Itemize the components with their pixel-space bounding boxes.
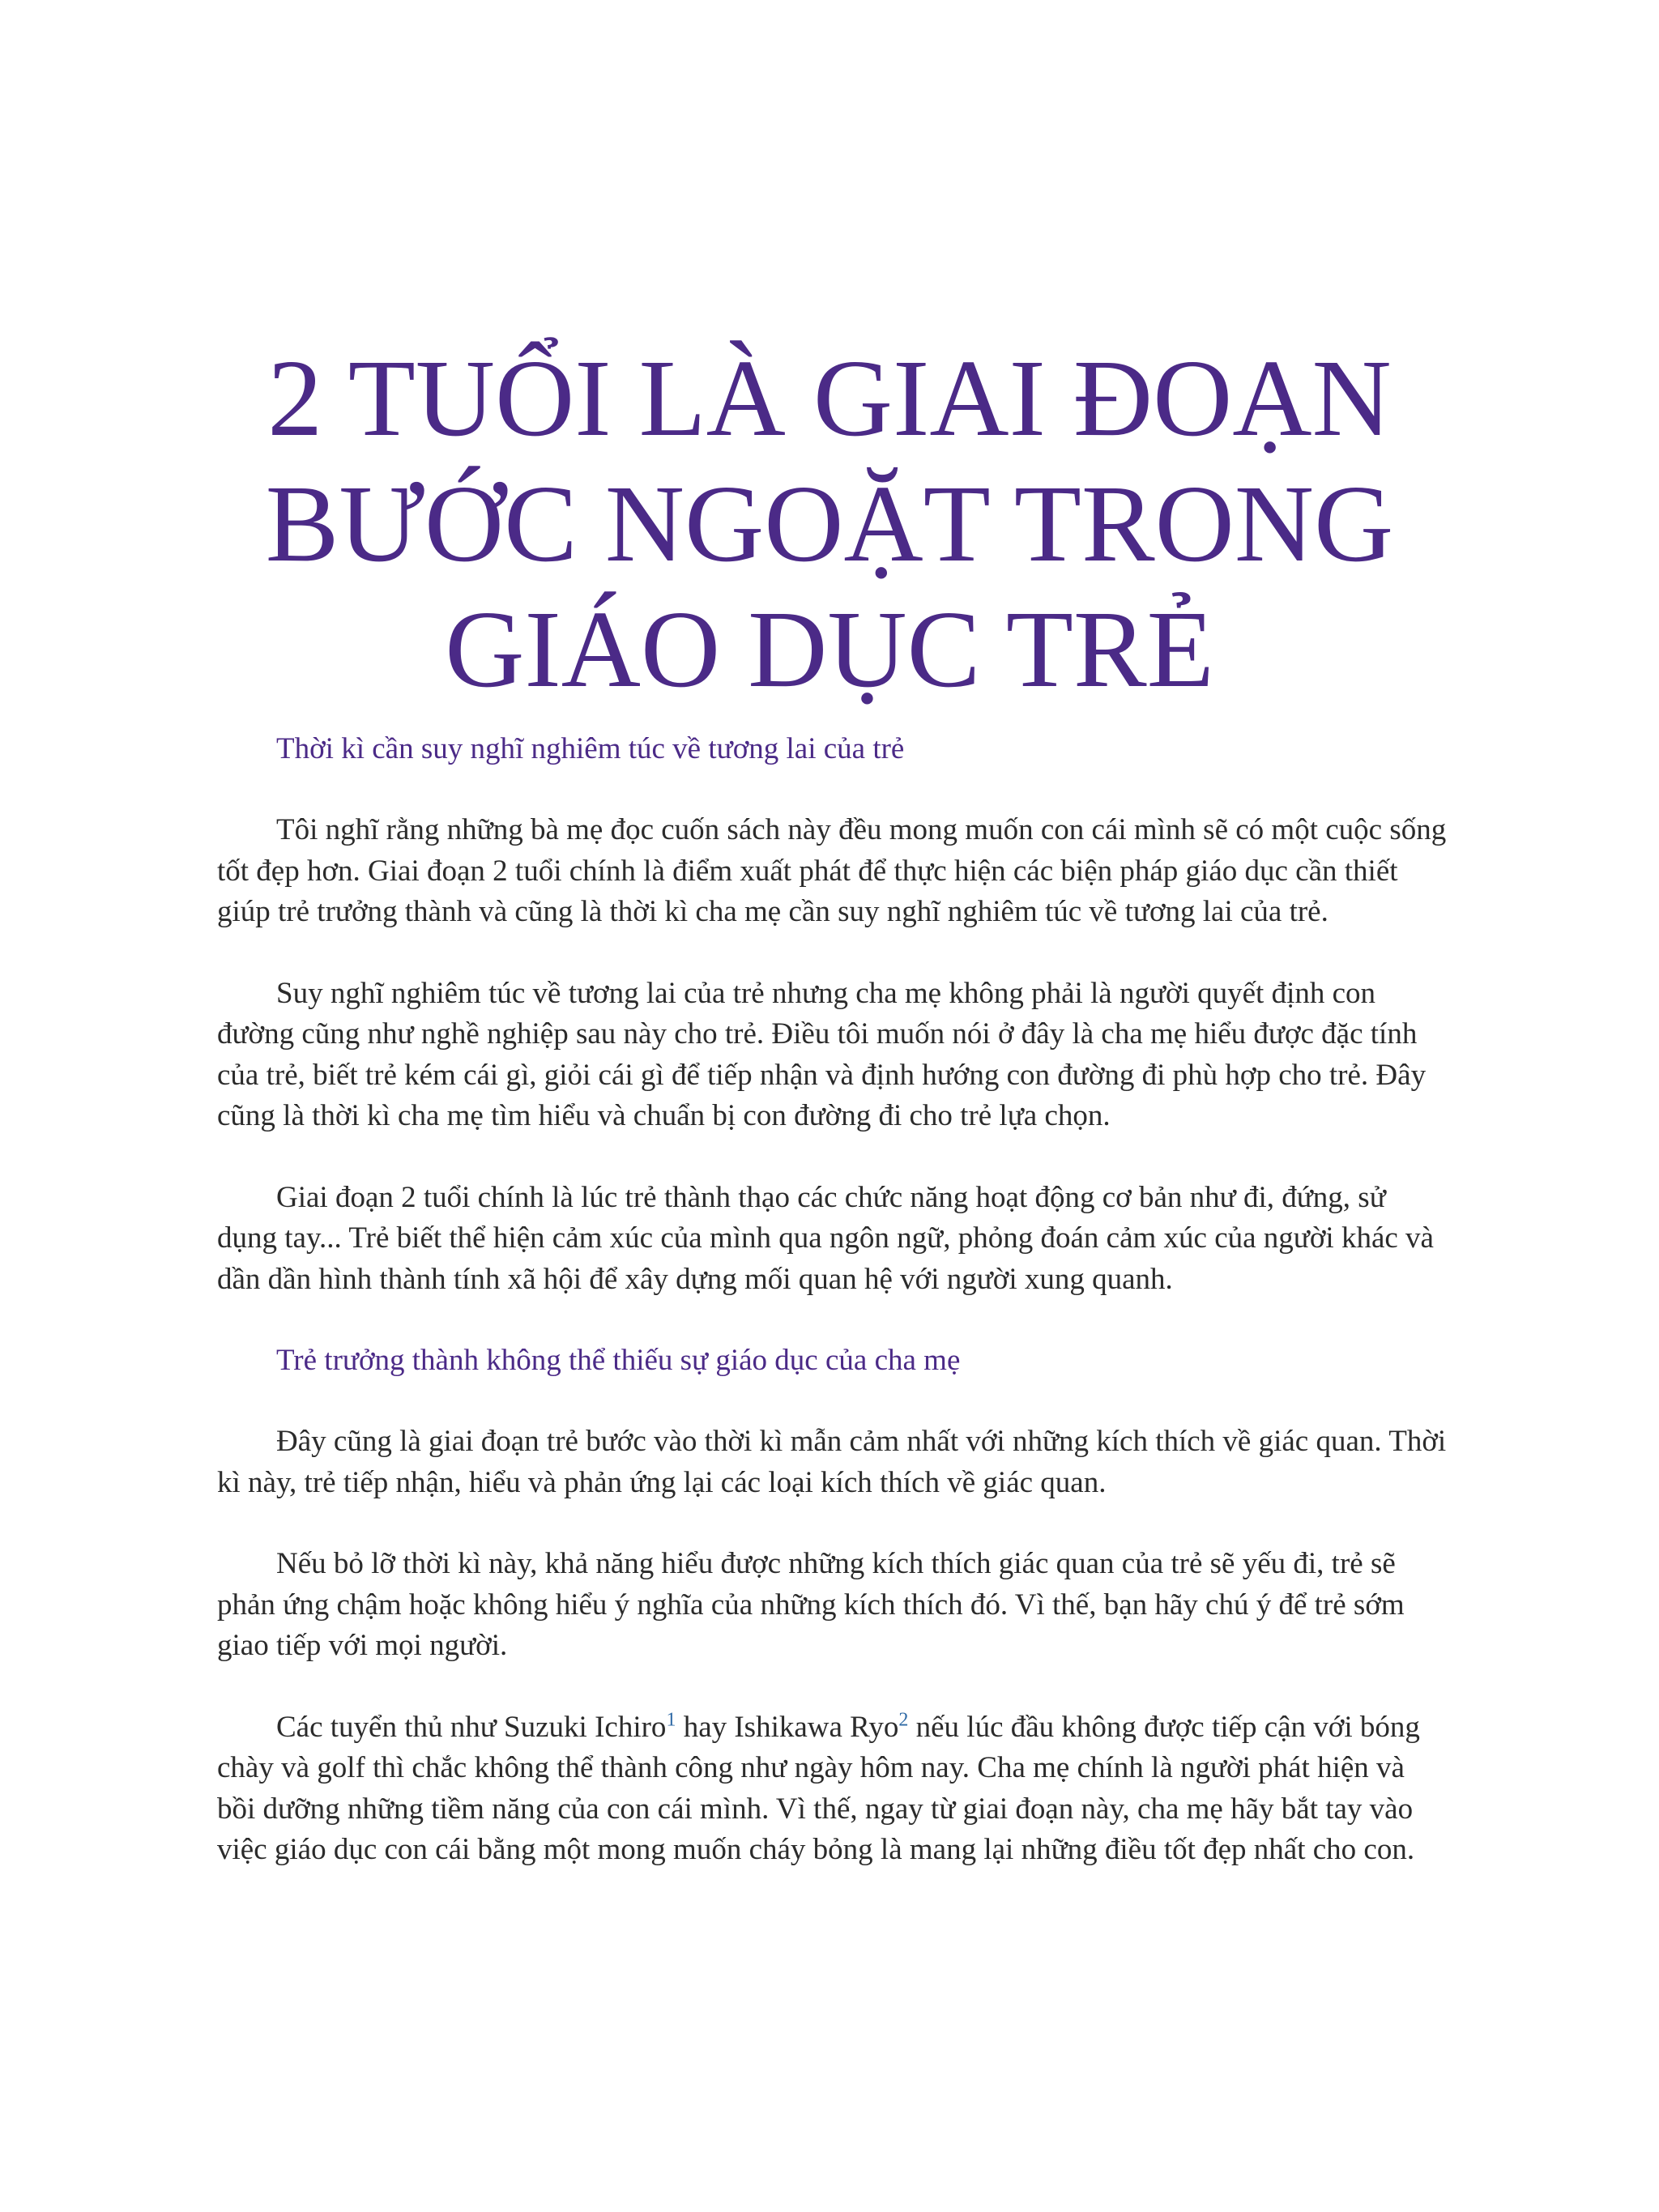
paragraph: Tôi nghĩ rằng những bà mẹ đọc cuốn sách này đều mong muốn con cái mình sẽ có một cuộc sống tốt đẹp hơn. Giai đoạn 2 tuổi chính là điểm xuất phát để thực hiện các biện pháp giáo dục cần thiết giúp trẻ trưởng thành và cũng là thời kì cha mẹ cần suy nghĩ nghiêm túc về tương lai của trẻ. xyxy=(217,813,1447,928)
paragraph: Giai đoạn 2 tuổi chính là lúc trẻ thành thạo các chức năng hoạt động cơ bản như đi, đứng, sử dụng tay... Trẻ biết thể hiện cảm xúc của mình qua ngôn ngữ, phỏng đoán cảm xúc của người khác và dần dần hình thành tính xã hội để xây dựng mối quan hệ với người xung quanh. xyxy=(217,1180,1434,1296)
paragraph-text: nếu lúc đầu không được tiếp cận với bóng chày và golf thì chắc không thể thành công như ngày hôm nay. Cha mẹ chính là người phát hiện và bồi dưỡng những tiềm năng của con cái mình. Vì thế, ngay từ giai đoạn này, cha mẹ hãy bắt tay vào việc giáo dục con cái bằng một mong muốn cháy bỏng là mang lại những điều tốt đẹp nhất cho con. xyxy=(217,1710,1420,1866)
chapter-title xyxy=(162,336,1497,713)
section-heading-parent-education: Trẻ trưởng thành không thể thiếu sự giáo dục của cha mẹ xyxy=(276,1344,961,1377)
paragraph: Suy nghĩ nghiêm túc về tương lai của trẻ nhưng cha mẹ không phải là người quyết định con đường cũng như nghề nghiệp sau này cho trẻ. Điều tôi muốn nói ở đây là cha mẹ hiểu được đặc tính của trẻ, biết trẻ kém cái gì, giỏi cái gì để tiếp nhận và định hướng con đường đi phù hợp cho trẻ. Đây cũng là thời kì cha mẹ tìm hiểu và chuẩn bị con đường đi cho trẻ lựa chọn. xyxy=(217,976,1427,1132)
paragraph-text: Các tuyển thủ như Suzuki Ichiro xyxy=(276,1710,667,1744)
footnote-marker-2[interactable]: 2 xyxy=(898,1709,909,1731)
section-heading-future: Thời kì cần suy nghĩ nghiêm túc về tương lai của trẻ xyxy=(276,732,905,765)
chapter-title-line-2: BƯỚC NGOẶT TRONG xyxy=(265,463,1394,585)
paragraph-with-footnotes xyxy=(217,1707,1448,1871)
paragraph: Nếu bỏ lỡ thời kì này, khả năng hiểu được những kích thích giác quan của trẻ sẽ yếu đi, trẻ sẽ phản ứng chậm hoặc không hiểu ý nghĩa của những kích thích đó. Vì thế, bạn hãy chú ý để trẻ sớm giao tiếp với mọi người. xyxy=(217,1547,1405,1662)
footnote-marker-1[interactable]: 1 xyxy=(666,1709,676,1731)
chapter-title-line-1: 2 TUỔI LÀ GIAI ĐOẠN xyxy=(267,338,1392,459)
chapter-title-line-3: GIÁO DỤC TRẺ xyxy=(445,589,1214,710)
chapter-body xyxy=(217,729,1448,1871)
paragraph: Đây cũng là giai đoạn trẻ bước vào thời kì mẫn cảm nhất với những kích thích về giác quan. Thời kì này, trẻ tiếp nhận, hiểu và phản ứng lại các loại kích thích về giác quan. xyxy=(217,1425,1447,1499)
paragraph-text: hay Ishikawa Ryo xyxy=(676,1710,899,1744)
